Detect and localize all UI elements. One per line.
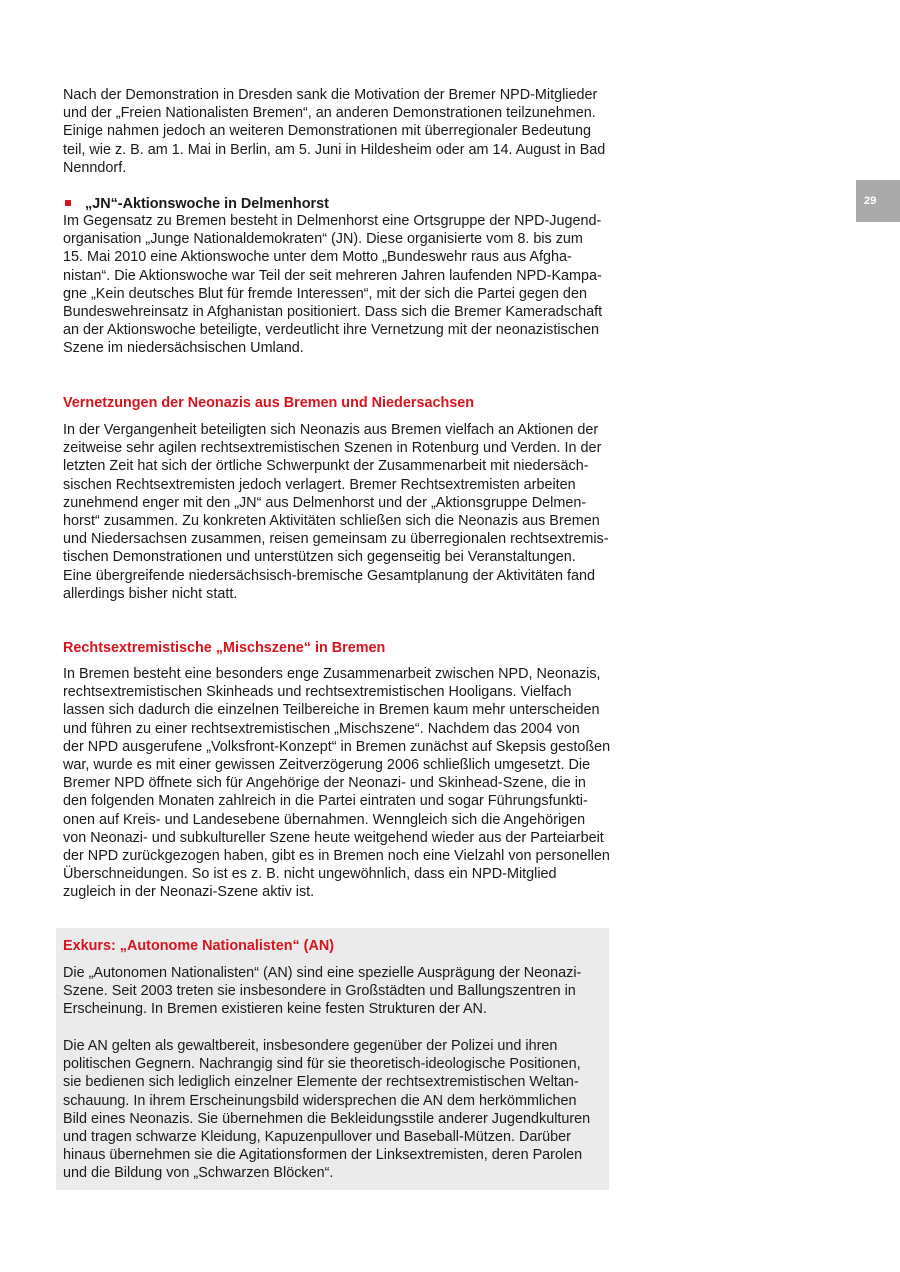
text-line: politischen Gegnern. Nachrangig sind für sie theoretisch-ideologische Positionen, <box>63 1056 581 1073</box>
text-line: lassen sich dadurch die einzelnen Teilbereiche in Bremen kaum mehr unterscheiden <box>63 702 600 719</box>
text-line: onen auf Kreis- und Landesebene übernahmen. Wenngleich sich die Angehörigen <box>63 811 586 828</box>
text-line: und führen zu einer rechtsextremistischen „Mischszene“. Nachdem das 2004 von <box>63 720 580 737</box>
section-heading-mischszene: Rechtsextremistische „Mischszene“ in Bremen <box>63 640 386 656</box>
text-line: an der Aktionswoche beteiligte, verdeutlicht ihre Vernetzung mit der neonazistischen <box>63 322 599 339</box>
text-line: war, wurde es mit einer gewissen Zeitverzögerung 2006 schließlich umgesetzt. Die <box>63 756 591 773</box>
text-line: Nach der Demonstration in Dresden sank die Motivation der Bremer NPD-Mitglieder <box>63 87 598 103</box>
text-line: Szene im niedersächsischen Umland. <box>63 340 304 357</box>
text-line: Im Gegensatz zu Bremen besteht in Delmenhorst eine Ortsgruppe der NPD-Jugend- <box>63 213 602 229</box>
text-line: tischen Demonstrationen und unterstützen sich gegenseitig bei Veranstaltungen. <box>63 549 576 566</box>
exkurs-heading: Exkurs: „Autonome Nationalisten“ (AN) <box>63 938 335 954</box>
text-line: rechtsextremistischen Skinheads und rechtsextremistischen Hooligans. Vielfach <box>63 684 572 701</box>
text-line: letzten Zeit hat sich der örtliche Schwerpunkt der Zusammenarbeit mit niedersäch- <box>63 458 589 475</box>
text-line: Einige nahmen jedoch an weiteren Demonstrationen mit überregionaler Bedeutung <box>63 123 591 140</box>
text-line: Erscheinung. In Bremen existieren keine festen Strukturen der AN. <box>63 1001 487 1018</box>
paragraph-vernetzungen <box>63 421 623 603</box>
bullet-heading-text: „JN“-Aktionswoche in Delmenhorst <box>85 196 329 212</box>
text-line: Nenndorf. <box>63 159 127 176</box>
text-line: horst“ zusammen. Zu konkreten Aktivitäten schließen sich die Neonazis aus Bremen <box>63 512 600 529</box>
section-heading-vernetzungen: Vernetzungen der Neonazis aus Bremen und Niedersachsen <box>63 395 475 411</box>
text-line: Bild eines Neonazis. Sie übernehmen die Bekleidungsstile anderer Jugendkulturen <box>63 1110 591 1127</box>
text-line: Die „Autonomen Nationalisten“ (AN) sind eine spezielle Ausprägung der Neonazi- <box>63 965 582 981</box>
text-line: teil, wie z. B. am 1. Mai in Berlin, am 5. Juni in Hildesheim oder am 14. August in Bad <box>63 141 606 158</box>
paragraph-mischszene <box>63 665 623 901</box>
text-line: schauung. In ihrem Erscheinungsbild widersprechen die AN dem herkömmlichen <box>63 1092 577 1109</box>
text-line: In der Vergangenheit beteiligten sich Neonazis aus Bremen vielfach an Aktionen der <box>63 422 599 438</box>
text-line: Die AN gelten als gewaltbereit, insbesondere gegenüber der Polizei und ihren <box>63 1038 558 1054</box>
text-line: der NPD ausgerufene „Volksfront-Konzept“ in Bremen zunächst auf Skepsis gestoßen <box>63 738 611 755</box>
text-line: den folgenden Monaten zahlreich in die Partei eintraten und sogar Führungsfunkti- <box>63 793 588 810</box>
text-line: sischen Rechtsextremisten jedoch verlagert. Bremer Rechtsextremisten arbeiten <box>63 476 576 493</box>
text-line: und der „Freien Nationalisten Bremen“, an anderen Demonstrationen teilzunehmen. <box>63 105 596 122</box>
text-line: und die Bildung von „Schwarzen Blöcken“. <box>63 1165 334 1182</box>
text-line: und Niedersachsen zusammen, reisen gemeinsam zu überregionalen rechtsextremis- <box>63 531 609 548</box>
text-line: hinaus übernehmen sie die Agitationsformen der Linksextremisten, deren Parolen <box>63 1147 583 1164</box>
text-line: 15. Mai 2010 eine Aktionswoche unter dem Motto „Bundeswehr raus aus Afgha- <box>63 249 572 266</box>
text-line: von Neonazi- und subkultureller Szene heute weitgehend wieder aus der Parteiarbeit <box>63 829 604 846</box>
text-line: zugleich in der Neonazi-Szene aktiv ist. <box>63 884 315 901</box>
paragraph-exkurs-1 <box>63 964 623 1019</box>
text-line: zunehmend enger mit den „JN“ aus Delmenhorst und der „Aktionsgruppe Delmen- <box>63 494 587 511</box>
text-line: der NPD zurückgezogen haben, gibt es in Bremen noch eine Vielzahl von personellen <box>63 847 610 864</box>
text-line: und tragen schwarze Kleidung, Kapuzenpullover und Baseball-Mützen. Darüber <box>63 1128 571 1145</box>
paragraph-exkurs-2 <box>63 1037 623 1183</box>
text-line: gne „Kein deutsches Blut für fremde Interessen“, mit der sich die Partei gegen den <box>63 285 587 302</box>
page-number: 29 <box>856 180 900 222</box>
text-line: sie bedienen sich lediglich einzelner Elemente der rechtsextremistischen Weltan- <box>63 1074 579 1091</box>
text-line: Eine übergreifende niedersächsisch-bremische Gesamtplanung der Aktivitäten fand <box>63 567 595 584</box>
text-line: In Bremen besteht eine besonders enge Zusammenarbeit zwischen NPD, Neonazis, <box>63 666 601 682</box>
bullet-heading <box>63 195 329 213</box>
paragraph-dresden <box>63 86 623 177</box>
paragraph-delmenhorst <box>63 212 623 358</box>
text-line: allerdings bisher nicht statt. <box>63 585 238 602</box>
text-line: Überschneidungen. So ist es z. B. nicht ungewöhnlich, dass ein NPD-Mitglied <box>63 866 557 883</box>
text-line: Bremer NPD öffnete sich für Angehörige der Neonazi- und Skinhead-Szene, die in <box>63 775 586 792</box>
text-line: Bundeswehreinsatz in Afghanistan positioniert. Dass sich die Bremer Kameradschaft <box>63 303 603 320</box>
text-line: nistan“. Die Aktionswoche war Teil der seit mehreren Jahren laufenden NPD-Kampa- <box>63 267 602 284</box>
bullet-square-icon <box>65 200 71 206</box>
text-line: Szene. Seit 2003 treten sie insbesondere in Großstädten und Ballungszentren in <box>63 983 576 1000</box>
text-line: organisation „Junge Nationaldemokraten“ (JN). Diese organisierte vom 8. bis zum <box>63 231 583 248</box>
text-line: zeitweise sehr agilen rechtsextremistischen Szenen in Rotenburg und Verden. In der <box>63 440 602 457</box>
